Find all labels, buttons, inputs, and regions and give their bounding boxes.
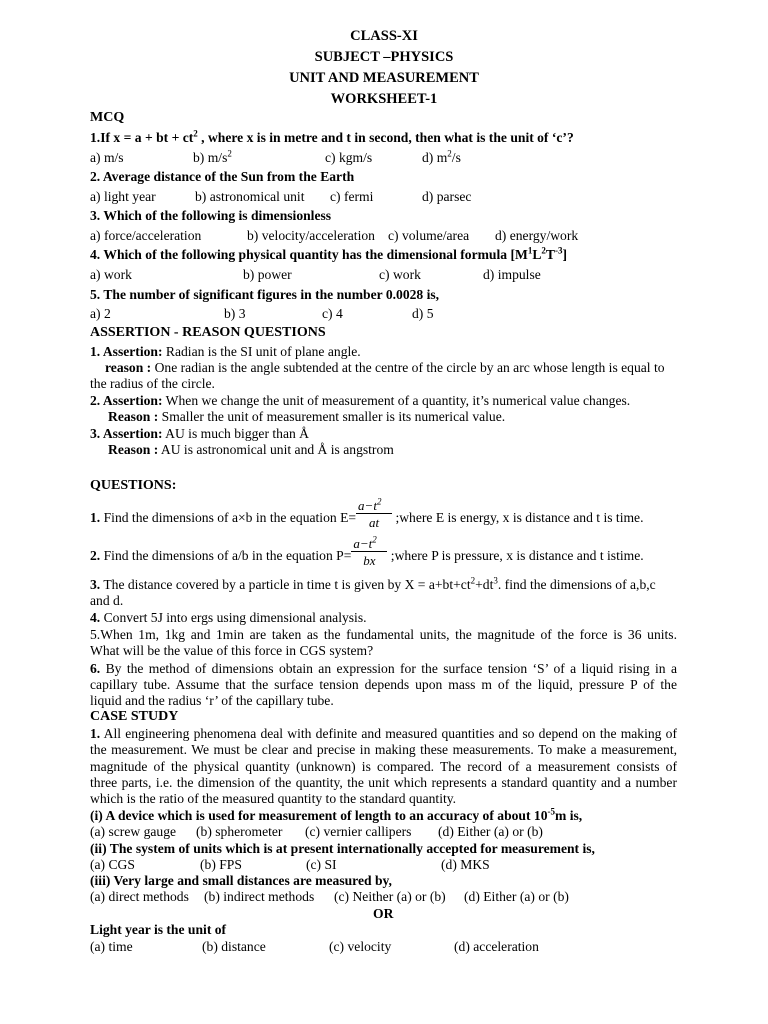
option: (a) time <box>90 939 133 954</box>
question-6: 6. By the method of dimensions obtain an expression for the surface tension ‘S’ of a liquid rising in a <box>90 661 677 676</box>
question-4: 4. Convert 5J into ergs using dimensional analysis. <box>90 610 367 625</box>
reason-1: reason : One radian is the angle subtended at the centre of the circle by an arc whose length is equal to <box>105 360 665 375</box>
worksheet-title: WORKSHEET-1 <box>330 91 438 107</box>
option: (a) CGS <box>90 857 135 872</box>
mcq-question-4: 4. Which of the following physical quantity has the dimensional formula $[M^1L^2T^{-3}]$ <box>90 245 568 262</box>
mcq-question-5: 5. The number of significant figures in the number 0.0028 is, <box>90 287 440 302</box>
class-title: CLASS-XI <box>350 28 418 44</box>
assertion-1: 1. Assertion: Radian is the SI unit of plane angle. <box>90 344 361 359</box>
option: c) kgm/s <box>325 150 373 165</box>
option: (b) indirect methods <box>204 889 315 904</box>
option: (d) Either (a) or (b) <box>464 889 569 904</box>
case-study-paragraph: 1. All engineering phenomena deal with definite and measured quantities and so depend on the making of <box>90 726 677 741</box>
option: a) light year <box>90 189 156 204</box>
option: (c) velocity <box>329 939 392 954</box>
option: d) 5 <box>412 306 434 321</box>
option: d) parsec <box>422 189 472 204</box>
option: (b) spherometer <box>196 824 283 839</box>
assertion-2: 2. Assertion: When we change the unit of measurement of a quantity, it’s numerical value changes. <box>90 393 631 408</box>
mcq-heading: MCQ <box>90 110 125 125</box>
option: (a) screw gauge <box>90 824 177 839</box>
option: b) velocity/acceleration <box>247 228 375 243</box>
option: (b) distance <box>202 939 266 954</box>
option: c) fermi <box>330 189 374 204</box>
option: a) work <box>90 267 132 282</box>
option: b) astronomical unit <box>195 189 305 204</box>
case-study-paragraph-line: three parts, i.e. the dimension of the quantity, the unit which represents a standard quantity and a number <box>90 775 677 790</box>
mcq-question-1: 1.If x = a + bt + $ct^2$ , where x is in metre and t in second, then what is the unit of ‘c’? <box>90 128 574 145</box>
or-separator: OR <box>373 906 394 921</box>
question-5-continued: What will be the value of this force in CGS system? <box>90 643 374 658</box>
subject-title: SUBJECT –PHYSICS <box>314 49 454 65</box>
option: (c) vernier callipers <box>305 824 412 839</box>
option: a) m/s <box>90 150 124 165</box>
assertion-reason-heading: ASSERTION - REASON QUESTIONS <box>90 325 326 340</box>
option: d) energy/work <box>495 228 579 243</box>
option: (d) MKS <box>441 857 490 872</box>
option: (a) direct methods <box>90 889 189 904</box>
question-6-line-3: liquid and the radius ‘r’ of the capillary tube. <box>90 693 334 708</box>
case-question-iv: Light year is the unit of <box>90 922 227 937</box>
option: b) power <box>243 267 292 282</box>
option: (c) Neither (a) or (b) <box>334 889 446 904</box>
case-study-paragraph-line: which is the ratio of the measured quantity to the standard quantity. <box>90 791 457 806</box>
reason-1-continued: the radius of the circle. <box>90 376 215 391</box>
fraction: $\frac{a-t^2}{bx}$ <box>351 548 387 564</box>
question-1: 1. Find the dimensions of a×b in the equation E= $\frac{a-t^2}{at}$ ;where E is energy, x is distance and t is time. <box>90 496 644 530</box>
fraction: $\frac{a-t^2}{at}$ <box>356 510 392 526</box>
option: a) 2 <box>90 306 111 321</box>
option: (c) SI <box>306 857 337 872</box>
option: c) volume/area <box>388 228 470 243</box>
question-6-line-2: capillary tube. Assume that the surface tension depends upon mass m of the liquid, pressure P of the <box>90 677 677 692</box>
question-2: 2. Find the dimensions of a/b in the equation P= $\frac{a-t^2}{bx}$ ;where P is pressure, x is distance and t istime. <box>90 534 644 568</box>
option: (b) FPS <box>200 857 242 872</box>
reason-2: Reason : Smaller the unit of measurement smaller is its numerical value. <box>108 409 506 424</box>
option: c) 4 <box>322 306 343 321</box>
option: c) work <box>379 267 421 282</box>
option: b) 3 <box>224 306 246 321</box>
case-study-heading: CASE STUDY <box>90 709 179 724</box>
case-study-paragraph-line: magnitude of the physical quantity (unknown) is compared. The record of a measurement consists of <box>90 759 677 774</box>
option: (d) acceleration <box>454 939 539 954</box>
option: a) force/acceleration <box>90 228 202 243</box>
reason-3: Reason : AU is astronomical unit and Å is angstrom <box>108 442 394 457</box>
case-study-paragraph-line: the measurement. We must be clear and precise in making these measurements. To make a measurement, <box>90 742 677 757</box>
case-question-i: (i) A device which is used for measurement of length to an accuracy of about $10^{-5}m$ is, <box>90 806 583 823</box>
assertion-3: 3. Assertion: AU is much bigger than Å <box>90 426 309 441</box>
unit-title: UNIT AND MEASUREMENT <box>289 70 479 86</box>
question-3-continued: and d. <box>90 593 124 608</box>
option: d) impulse <box>483 267 541 282</box>
question-3: 3. The distance covered by a particle in time t is given by $X = a+bt+ct^2+dt^3$. find the dimensions of a,b,c <box>90 575 656 592</box>
case-question-iii: (iii) Very large and small distances are measured by, <box>90 873 392 888</box>
option: (d) Either (a) or (b) <box>438 824 543 839</box>
option: b) $m/s^2$ <box>193 148 232 165</box>
mcq-question-3: 3. Which of the following is dimensionless <box>90 208 332 223</box>
case-question-ii: (ii) The system of units which is at present internationally accepted for measurement is, <box>90 841 595 856</box>
mcq-question-2: 2. Average distance of the Sun from the Earth <box>90 169 355 184</box>
questions-heading: QUESTIONS: <box>90 478 177 493</box>
option: d) $m^2/s$ <box>422 148 461 165</box>
question-5: 5.When 1m, 1kg and 1min are taken as the fundamental units, the magnitude of the force is 36 units. <box>90 627 677 642</box>
